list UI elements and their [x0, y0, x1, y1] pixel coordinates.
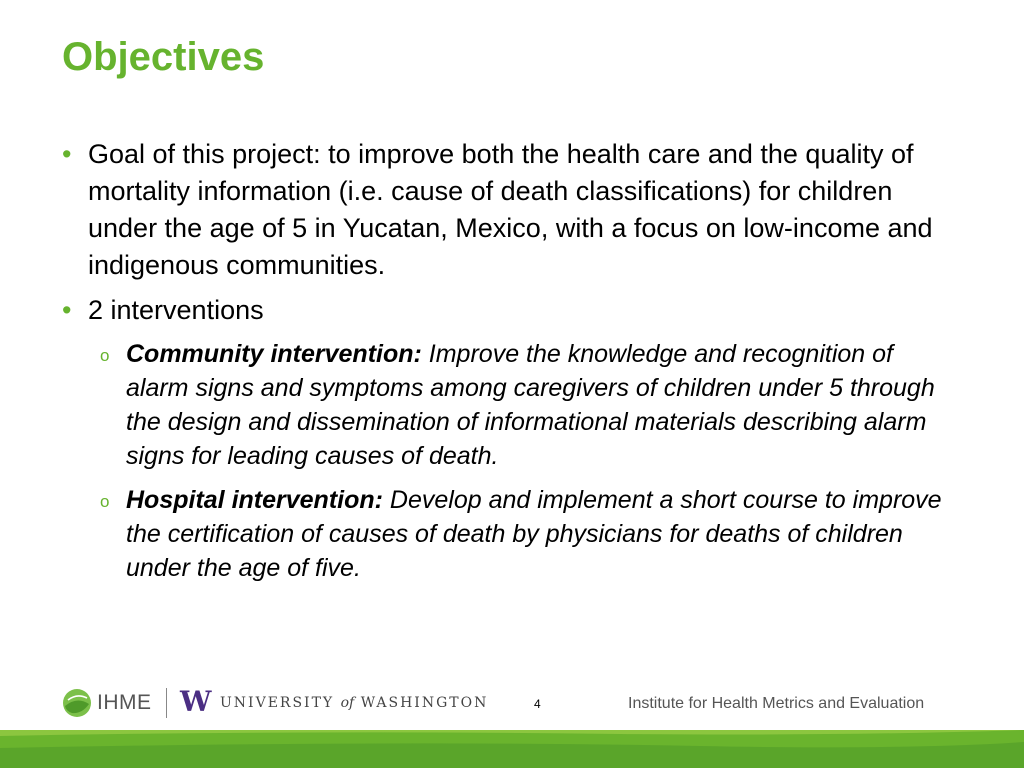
bullet-goal-text: Goal of this project: to improve both the health care and the quality of mortality information (i.e. cause of death classifications) for children under the age of 5 in Yucatan, Mexico, with a focus on low-income and indigenous communities. [88, 139, 933, 280]
ihme-logo-icon [62, 688, 92, 718]
bullet-dot-icon: • [62, 295, 72, 325]
bullet-dot-icon: • [62, 139, 72, 169]
uw-wordmark-suffix: WASHINGTON [360, 695, 489, 711]
bullet-interventions-text: 2 interventions [88, 295, 264, 325]
uw-wordmark [220, 694, 488, 712]
slide-content [62, 136, 962, 595]
uw-w-logo: W [180, 685, 212, 718]
community-intervention-text: Improve the knowledge and recognition of alarm signs and symptoms among caregivers of children under 5 through the design and dissemination of informational materials describing alarm signs for leading causes of death. [126, 340, 935, 470]
circle-bullet-icon: o [100, 346, 110, 365]
interventions-list [100, 337, 962, 585]
uw-wordmark-of: of [340, 695, 355, 711]
circle-bullet-icon: o [100, 492, 110, 511]
community-intervention-item [100, 337, 962, 473]
uw-wordmark-prefix: UNIVERSITY [220, 695, 335, 711]
hospital-intervention-text: Develop and implement a short course to improve the certification of causes of death by physicians for deaths of children under the age of five. [126, 486, 942, 582]
slide-footer [0, 684, 1024, 724]
slide-title: Objectives [62, 35, 265, 79]
ihme-wordmark: IHME [97, 691, 152, 714]
footer-divider [166, 688, 167, 718]
footer-green-band [0, 730, 1024, 768]
institute-name: Institute for Health Metrics and Evaluation [628, 695, 925, 712]
community-intervention-lead: Community intervention: [126, 340, 422, 368]
bullet-interventions [62, 292, 962, 329]
bullet-goal [62, 136, 962, 284]
hospital-intervention-lead: Hospital intervention: [126, 486, 383, 514]
hospital-intervention-item [100, 483, 962, 585]
page-number: 4 [534, 697, 541, 711]
